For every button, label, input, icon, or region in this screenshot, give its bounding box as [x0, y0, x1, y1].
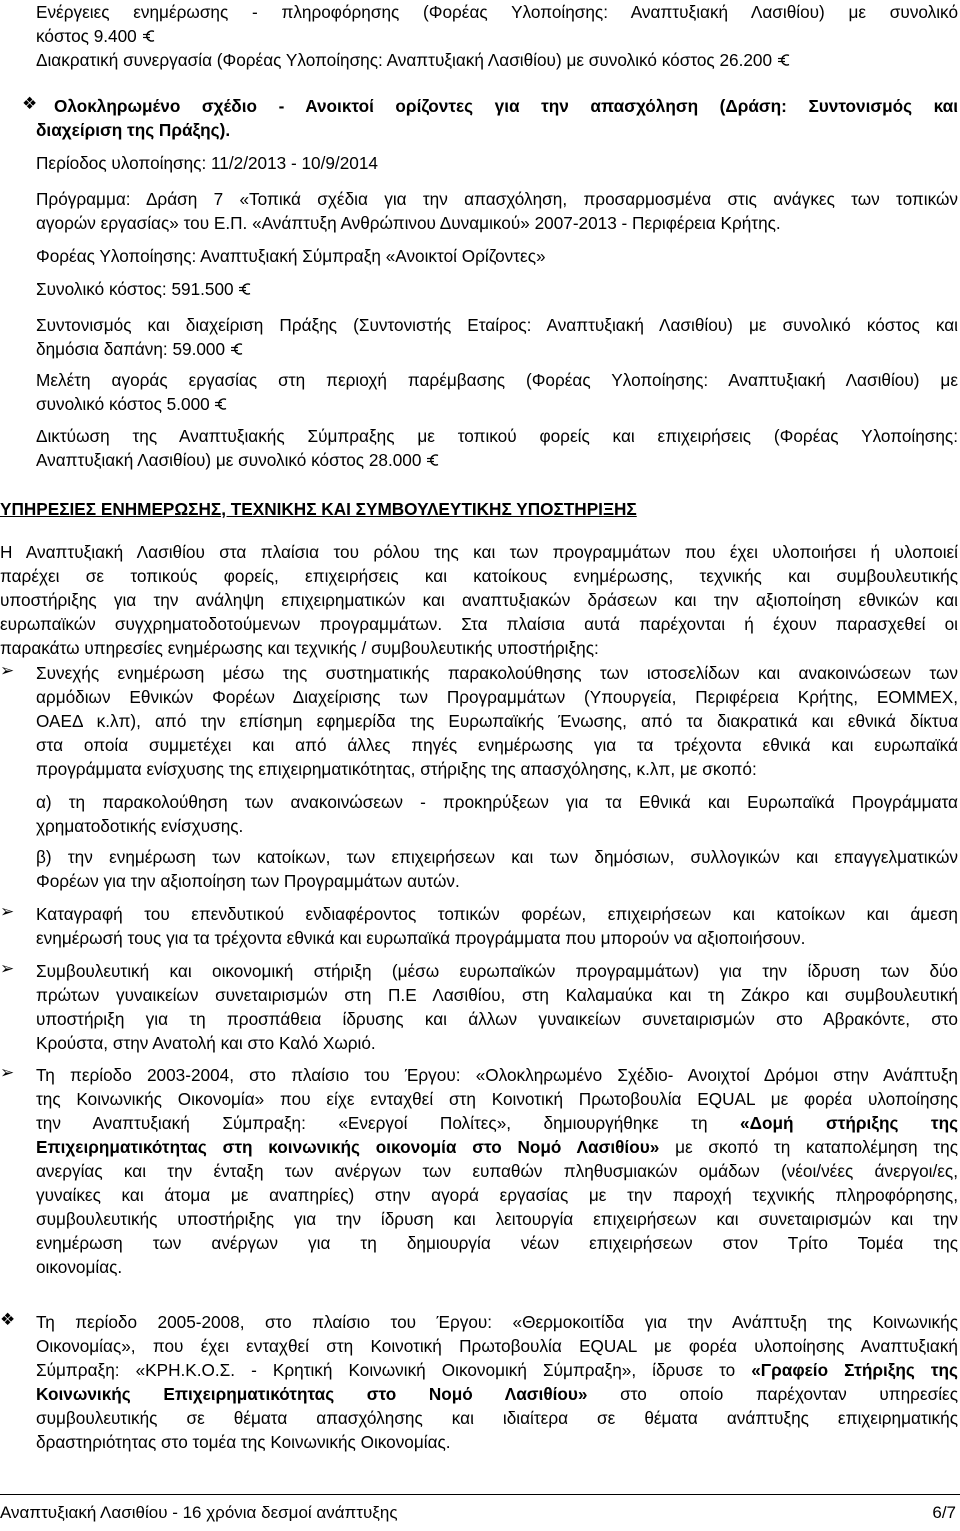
plan-networking: Δικτύωση της Αναπτυξιακής Σύμπραξης με τοπικού φορείς και επιχειρήσεις (Φορέας Υλοποίησης: Αναπτυξιακή Λασιθίου) με συνολικό κόστος 28.000 [36, 426, 958, 470]
list-item: ➢ Τη περίοδο 2003-2004, στο πλαίσιο του Έργου: «Ολοκληρωμένο Σχέδιο- Ανοιχτοί Δρόμοι στην Ανάπτυξη της Κοινωνικής Οικονομία» που είχε ενταχθεί στη Κοινοτική Πρωτοβουλία EQUAL με φορέα υλοποίησης την Αναπτυξιακή Σύμπραξη: «Ενεργοί Πολίτες», δημιουργήθηκε τη «Δομή στήριξης της Επιχειρηματικότητας στη κοινωνικής οικονομία στο Νομό Λασιθίου» με σκοπό τη καταπολέμηση της ανεργίας και την ένταξη των ανέργων των ευπαθών πληθυσμιακών ομάδων (νέοι/νέες άνεργοι/ες, γυναίκες και άτομα με αναπηρίες) στην αγορά εργασίας με την παροχή τεχνικής πληροφόρησης, συμβουλευτικής υποστήριξης για την ίδρυση και λειτουργία επιχειρήσεων και συνεταιρισμών και την ενημέρωση των ανέργων για τη δημιουργία νέων επιχειρήσεων στον Τρίτο Τομέα της οικονομίας. [0, 1063, 958, 1277]
plan-study: Μελέτη αγοράς εργασίας στη περιοχή παρέμβασης (Φορέας Υλοποίησης: Αναπτυξιακή Λασιθίου) με συνολικό κόστος 5.000 [36, 370, 958, 414]
footer-divider [0, 1494, 960, 1495]
arrow-bullet-icon: ➢ [0, 902, 15, 921]
plan-period: Περίοδος υλοποίησης: 11/2/2013 - 10/9/2014 [36, 153, 378, 173]
page-number: 6/7 [932, 1503, 956, 1522]
euro-icon [426, 453, 440, 467]
euro-icon [777, 53, 791, 67]
plan-title-line: Ολοκληρωμένο σχέδιο - Ανοικτοί ορίζοντες για την απασχόληση (Δράση: Συντονισμός και [54, 96, 958, 116]
list-item: ➢ Συμβουλευτική και οικονομική στήριξη (μέσω ευρωπαϊκών προγραμμάτων) για την ίδρυση των δύο πρώτων γυναικείων συνεταιρισμών στη Π.Ε Λασιθίου, στη Καλαμαύκα και τη Ζάκρο και συμβουλευτική υποστήριξη για τη προσπάθεια ίδρυσης και άλλων γυναικείων συνεταιρισμών στο Αβρακόντε, στο Κρούστα, στην Ανατολή και στο Καλό Χωριό. [0, 959, 958, 1053]
plan-title-line: διαχείριση της Πράξης). [36, 120, 231, 140]
sub-item: α) τη παρακολούθηση των ανακοινώσεων - προκηρύξεων για τα Εθνικά και Ευρωπαϊκά Προγράμματα χρηματοδοτικής ενίσχυσης. [36, 792, 958, 836]
list-item: ➢ Καταγραφή του επενδυτικού ενδιαφέροντος τοπικών φορέων, επιχειρήσεων και κατοίκων και άμεση ενημέρωσή τους για τα τρέχοντα εθνικά και ευρωπαϊκά προγράμματα που μπορούν να αξιοποιήσουν. [0, 902, 958, 948]
footer-title: Αναπτυξιακή Λασιθίου - 16 χρόνια δεσμοί ανάπτυξης [0, 1503, 398, 1522]
euro-icon [214, 397, 228, 411]
services-intro: Η Αναπτυξιακή Λασιθίου στα πλαίσια του ρόλου της και των προγραμμάτων που έχει υλοποιήσει ή υλοποιεί παρέχει σε τοπικούς φορείς, επιχειρήσεις και κατοίκους ενημέρωσης, τεχνικής και συμβουλευτικής υποστήριξης για την ανάληψη επιχειρηματικών και αναπτυξιακών δράσεων και την αξιοποίηση εθνικών και ευρωπαϊκών συγχρηματοδοτούμενων προγραμμάτων. Στα πλαίσια αυτά παρέχονται ή έχουν παρασχεθεί οι παρακάτω υπηρεσίες ενημέρωσης και τεχνικής / συμβουλευτικής υποστήριξης: [0, 542, 958, 658]
top-line: Διακρατική συνεργασία (Φορέας Υλοποίησης: Αναπτυξιακή Λασιθίου) με συνολικό κόστος 26.200 [36, 48, 958, 72]
plan-total: Συνολικό κόστος: 591.500 [36, 277, 958, 301]
diamond-bullet-icon: ❖ [22, 94, 38, 113]
plan-title [22, 94, 958, 142]
services-heading: ΥΠΗΡΕΣΙΕΣ ΕΝΗΜΕΡΩΣΗΣ, ΤΕΧΝΙΚΗΣ ΚΑΙ ΣΥΜΒΟΥΛΕΥΤΙΚΗΣ ΥΠΟΣΤΗΡΙΞΗΣ [0, 499, 637, 519]
arrow-bullet-icon: ➢ [0, 661, 15, 680]
euro-icon [230, 342, 244, 356]
list-item: ❖ Τη περίοδο 2005-2008, στο πλαίσιο του Έργου: «Θερμοκοιτίδα για την Ανάπτυξη της Κοινωνικής Οικονομίας», που έχει ενταχθεί στη Κοινοτική Πρωτοβουλία EQUAL με φορέα υλοποίησης Αναπτυξιακή Σύμπραξη: «ΚΡΗ.Κ.Ο.Σ. - Κρητική Κοινωνική Οικονομική Σύμπραξη», ίδρυσε το «Γραφείο Στήριξης της Κοινωνικής Επιχειρηματικότητας στο Νομό Λασιθίου» στο οποίο παρέχονταν υπηρεσίες συμβουλευτικής σε θέματα απασχόλησης και ιδιαίτερα σε θέματα ανάπτυξης επιχειρηματικής δραστηριότητας στο τομέα της Κοινωνικής Οικονομίας. [0, 1310, 958, 1452]
top-line: Ενέργειες ενημέρωσης - πληροφόρησης (Φορέας Υλοποίησης: Αναπτυξιακή Λασιθίου) με συνολικό [36, 2, 958, 22]
plan-body: Φορέας Υλοποίησης: Αναπτυξιακή Σύμπραξη «Ανοικτοί Ορίζοντες» [36, 246, 546, 266]
euro-icon [238, 282, 252, 296]
plan-program: Πρόγραμμα: Δράση 7 «Τοπικά σχέδια για την απασχόληση, προσαρμοσμένα στις ανάγκες των τοπικών αγορών εργασίας» του Ε.Π. «Ανάπτυξη Ανθρώπινου Δυναμικού» 2007-2013 - Περιφέρεια Κρήτης. [36, 189, 958, 233]
top-section [36, 0, 958, 72]
arrow-bullet-icon: ➢ [0, 1063, 15, 1082]
plan-coordination: Συντονισμός και διαχείριση Πράξης (Συντονιστής Εταίρος: Αναπτυξιακή Λασιθίου) με συνολικό κόστος και δημόσια δαπάνη: 59.000 [36, 315, 958, 359]
sub-item: β) την ενημέρωση των κατοίκων, των επιχειρήσεων και των δημόσιων, συλλογικών και επαγγελματικών Φορέων για την αξιοποίηση των Προγραμμάτων αυτών. [36, 847, 958, 891]
list-item: ➢ Συνεχής ενημέρωση μέσω της συστηματικής παρακολούθησης των ιστοσελίδων και ανακοινώσεων των αρμόδιων Εθνικών Φορέων Διαχείρισης των Προγραμμάτων (Υπουργεία, Περιφέρεια Κρήτης, ΕΟΜΜΕΧ, ΟΑΕΔ κ.λπ), από την επίσημη εφημερίδα της Ευρωπαϊκής Ένωσης, από τα διακρατικά και εθνικά δίκτυα στα οποία συμμετέχει και από άλλες πηγές ενημέρωσης για τα τρέχοντα εθνικά και ευρωπαϊκά προγράμματα ενίσχυσης της επιχειρηματικότητας, στήριξης της απασχόλησης, κ.λπ, με σκοπό: [0, 661, 958, 779]
arrow-bullet-icon: ➢ [0, 959, 15, 978]
diamond-bullet-icon: ❖ [0, 1310, 16, 1329]
top-line: κόστος 9.400 [36, 24, 958, 48]
euro-icon [142, 29, 156, 43]
